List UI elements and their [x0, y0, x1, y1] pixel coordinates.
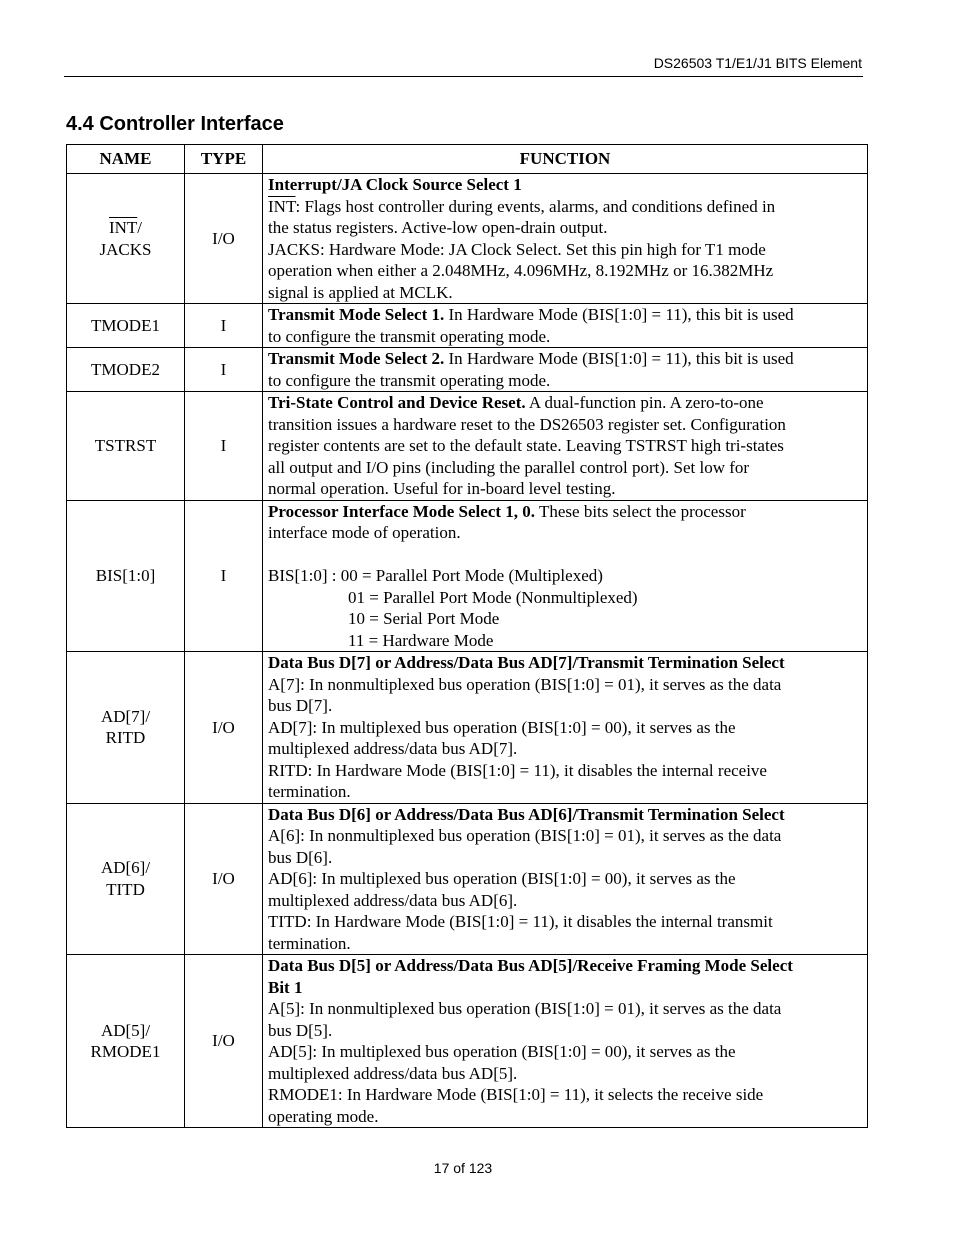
- function-title: Data Bus D[5] or Address/Data Bus AD[5]/Receive Framing Mode Select: [268, 956, 793, 975]
- pin-function-cell: [263, 803, 868, 955]
- function-line: termination.: [268, 933, 351, 953]
- column-header-function: FUNCTION: [263, 145, 868, 174]
- table-row: [67, 803, 868, 955]
- pin-type-cell: I/O: [185, 652, 263, 804]
- section-title: 4.4 Controller Interface: [66, 113, 284, 135]
- table-header-row: [67, 145, 868, 174]
- function-title: Interrupt/JA Clock Source Select 1: [268, 175, 522, 194]
- function-title: Data Bus D[6] or Address/Data Bus AD[6]/Transmit Termination Select: [268, 804, 785, 824]
- function-line: multiplexed address/data bus AD[5].: [268, 1063, 518, 1083]
- pin-name-line2: JACKS: [99, 239, 152, 259]
- function-line: interface mode of operation.: [268, 523, 461, 542]
- mode-line: 11 = Hardware Mode: [348, 630, 494, 650]
- pin-type-cell: I: [185, 348, 263, 392]
- function-line: normal operation. Useful for in-board level testing.: [268, 479, 616, 498]
- pin-name-cell: [67, 955, 185, 1128]
- function-line: [268, 392, 861, 414]
- function-line: AD[5]: In multiplexed bus operation (BIS[1:0] = 00), it serves as the: [268, 1042, 736, 1061]
- pin-name-cell: [67, 652, 185, 804]
- function-text: In Hardware Mode (BIS[1:0] = 11), this bit is used: [444, 305, 794, 324]
- function-line: A[6]: In nonmultiplexed bus operation (BIS[1:0] = 01), it serves as the data: [268, 826, 782, 845]
- pin-name-cell: TMODE2: [67, 348, 185, 392]
- pin-name-line2: TITD: [106, 879, 145, 899]
- table-row: [67, 955, 868, 1128]
- mode-line: BIS[1:0] : 00 = Parallel Port Mode (Multiplexed): [268, 566, 603, 585]
- table-row: [67, 392, 868, 501]
- pin-type-cell: I/O: [185, 174, 263, 304]
- function-line: all output and I/O pins (including the parallel control port). Set low for: [268, 457, 750, 477]
- int-text: : Flags host controller during events, alarms, and conditions defined in: [295, 196, 776, 216]
- function-text: In Hardware Mode (BIS[1:0] = 11), this bit is used: [444, 349, 794, 368]
- table-row: [67, 652, 868, 804]
- pin-function-cell: [263, 348, 868, 392]
- pin-function-cell: [263, 392, 868, 501]
- pin-type-cell: I: [185, 392, 263, 501]
- function-line: signal is applied at MCLK.: [268, 282, 453, 302]
- pin-name-cell: [67, 174, 185, 304]
- function-line: bus D[7].: [268, 696, 333, 715]
- function-line: multiplexed address/data bus AD[6].: [268, 890, 518, 910]
- function-line: RITD: In Hardware Mode (BIS[1:0] = 11), it disables the internal receive: [268, 760, 767, 780]
- function-line: AD[6]: In multiplexed bus operation (BIS[1:0] = 00), it serves as the: [268, 869, 736, 888]
- table-row: [67, 348, 868, 392]
- function-line: bus D[5].: [268, 1020, 333, 1040]
- table-row: [67, 500, 868, 652]
- pin-name-suffix: /: [137, 218, 143, 237]
- function-line: register contents are set to the default state. Leaving TSTRST high tri-states: [268, 436, 784, 455]
- pin-type-cell: I/O: [185, 955, 263, 1128]
- function-title-cont: Bit 1: [268, 977, 303, 997]
- function-line: [268, 348, 861, 370]
- pin-name-cell: [67, 803, 185, 955]
- function-line: JACKS: Hardware Mode: JA Clock Select. Set this pin high for T1 mode: [268, 239, 766, 259]
- function-line: termination.: [268, 782, 351, 801]
- function-line: AD[7]: In multiplexed bus operation (BIS[1:0] = 00), it serves as the: [268, 717, 736, 737]
- function-line: to configure the transmit operating mode.: [268, 326, 551, 346]
- function-bold-title: Processor Interface Mode Select 1, 0.: [268, 501, 536, 521]
- page-number: 17 of 123: [433, 1160, 493, 1176]
- function-text: A dual-function pin. A zero-to-one: [525, 393, 764, 412]
- function-title: Data Bus D[7] or Address/Data Bus AD[7]/Transmit Termination Select: [268, 653, 785, 672]
- function-bold-title: Transmit Mode Select 1.: [268, 305, 445, 324]
- function-line: A[7]: In nonmultiplexed bus operation (BIS[1:0] = 01), it serves as the data: [268, 674, 782, 694]
- pin-name-line1: AD[5]/: [100, 1020, 151, 1040]
- function-line: A[5]: In nonmultiplexed bus operation (BIS[1:0] = 01), it serves as the data: [268, 999, 782, 1018]
- table-row: [67, 304, 868, 348]
- int-label: $\overline{INT}$: [268, 196, 296, 216]
- mode-line: 10 = Serial Port Mode: [348, 609, 500, 628]
- pin-name-line2: RMODE1: [90, 1042, 161, 1061]
- document-header-title: DS26503 T1/E1/J1 BITS Element: [653, 55, 862, 71]
- pin-function-cell: [263, 652, 868, 804]
- pin-name-line1: AD[7]/: [100, 706, 151, 726]
- function-line: the status registers. Active-low open-drain output.: [268, 218, 608, 237]
- controller-interface-table: [66, 144, 868, 1128]
- pin-name-cell: TSTRST: [67, 392, 185, 501]
- function-line: operation when either a 2.048MHz, 4.096MHz, 8.192MHz or 16.382MHz: [268, 261, 774, 280]
- pin-type-cell: I: [185, 304, 263, 348]
- pin-function-cell: [263, 500, 868, 652]
- function-line: operating mode.: [268, 1106, 379, 1126]
- pin-name-cell: TMODE1: [67, 304, 185, 348]
- function-line: transition issues a hardware reset to the DS26503 register set. Configuration: [268, 414, 786, 434]
- function-line: to configure the transmit operating mode.: [268, 370, 551, 390]
- blank-line: [268, 544, 861, 566]
- function-text: These bits select the processor: [535, 501, 746, 521]
- pin-function-cell: [263, 955, 868, 1128]
- pin-type-cell: I/O: [185, 803, 263, 955]
- function-line: bus D[6].: [268, 847, 333, 867]
- function-line: [268, 501, 861, 523]
- pin-function-cell: [263, 174, 868, 304]
- table-row: [67, 174, 868, 304]
- column-header-name: NAME: [67, 145, 185, 174]
- pin-name-overline: $\overline{INT}$: [108, 218, 138, 237]
- pin-name-cell: BIS[1:0]: [67, 500, 185, 652]
- function-line: TITD: In Hardware Mode (BIS[1:0] = 11), it disables the internal transmit: [268, 912, 773, 931]
- column-header-type: TYPE: [185, 145, 263, 174]
- header-rule: [64, 76, 863, 77]
- function-bold-title: Tri-State Control and Device Reset.: [268, 393, 526, 412]
- mode-line: 01 = Parallel Port Mode (Nonmultiplexed): [348, 587, 638, 607]
- pin-name-line2: RITD: [105, 728, 146, 748]
- pin-type-cell: I: [185, 500, 263, 652]
- function-line: multiplexed address/data bus AD[7].: [268, 739, 518, 758]
- function-bold-title: Transmit Mode Select 2.: [268, 349, 445, 368]
- pin-function-cell: [263, 304, 868, 348]
- function-line: [268, 196, 861, 218]
- function-line: RMODE1: In Hardware Mode (BIS[1:0] = 11), it selects the receive side: [268, 1085, 764, 1104]
- function-line: [268, 304, 861, 326]
- pin-name-line1: AD[6]/: [100, 858, 151, 878]
